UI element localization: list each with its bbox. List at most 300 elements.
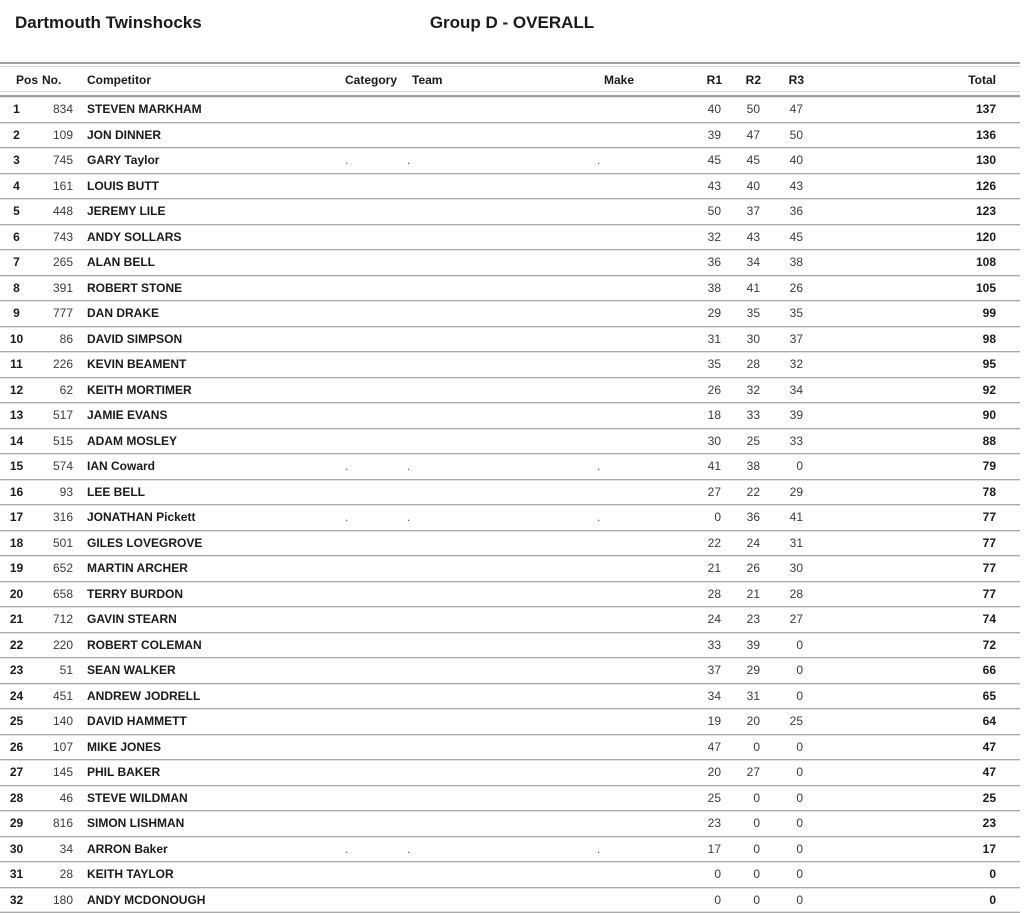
cell-r2: 21 — [723, 581, 762, 607]
cell-total: 0 — [805, 862, 1020, 888]
cell-r2: 31 — [723, 683, 762, 709]
table-row — [0, 173, 1020, 199]
cell-r3: 0 — [762, 760, 805, 786]
cell-r2: 24 — [723, 530, 762, 556]
cell-r1: 26 — [650, 377, 723, 403]
table-row — [0, 607, 1020, 633]
cell-team — [400, 811, 588, 837]
cell-no: 517 — [38, 403, 74, 429]
cell-r2: 35 — [723, 301, 762, 327]
cell-r1: 50 — [650, 199, 723, 225]
cell-team — [400, 887, 588, 913]
cell-r2: 25 — [723, 428, 762, 454]
cell-total: 64 — [805, 709, 1020, 735]
cell-competitor: LOUIS BUTT — [74, 173, 340, 199]
cell-total: 25 — [805, 785, 1020, 811]
cell-r3: 43 — [762, 173, 805, 199]
cell-no: 777 — [38, 301, 74, 327]
cell-r2: 0 — [723, 836, 762, 862]
cell-no: 109 — [38, 122, 74, 148]
cell-competitor: KEITH TAYLOR — [74, 862, 340, 888]
cell-r2: 30 — [723, 326, 762, 352]
cell-r1: 27 — [650, 479, 723, 505]
cell-category — [340, 862, 400, 888]
cell-no: 712 — [38, 607, 74, 633]
cell-r1: 34 — [650, 683, 723, 709]
cell-category — [340, 556, 400, 582]
cell-pos: 21 — [0, 607, 38, 633]
results-table-body — [0, 96, 1020, 913]
cell-pos: 12 — [0, 377, 38, 403]
cell-category — [340, 607, 400, 633]
cell-r2: 32 — [723, 377, 762, 403]
table-row — [0, 428, 1020, 454]
cell-make — [588, 862, 650, 888]
cell-r1: 28 — [650, 581, 723, 607]
cell-competitor: ARRON Baker — [74, 836, 340, 862]
table-row — [0, 96, 1020, 122]
cell-competitor: LEE BELL — [74, 479, 340, 505]
cell-pos: 13 — [0, 403, 38, 429]
cell-r3: 28 — [762, 581, 805, 607]
cell-r3: 47 — [762, 96, 805, 122]
table-row — [0, 403, 1020, 429]
cell-category — [340, 530, 400, 556]
cell-total: 88 — [805, 428, 1020, 454]
cell-pos: 15 — [0, 454, 38, 480]
cell-r1: 24 — [650, 607, 723, 633]
cell-r1: 25 — [650, 785, 723, 811]
cell-team — [400, 632, 588, 658]
table-row — [0, 454, 1020, 480]
cell-r1: 31 — [650, 326, 723, 352]
cell-pos: 28 — [0, 785, 38, 811]
cell-r2: 20 — [723, 709, 762, 735]
col-header-make: Make — [588, 63, 650, 96]
cell-r3: 0 — [762, 454, 805, 480]
cell-pos: 9 — [0, 301, 38, 327]
col-header-team: Team — [400, 63, 588, 96]
cell-pos: 27 — [0, 760, 38, 786]
cell-category — [340, 734, 400, 760]
cell-r1: 0 — [650, 887, 723, 913]
table-row — [0, 326, 1020, 352]
cell-no: 574 — [38, 454, 74, 480]
table-row — [0, 224, 1020, 250]
table-row — [0, 709, 1020, 735]
cell-make — [588, 683, 650, 709]
cell-competitor: JAMIE EVANS — [74, 403, 340, 429]
cell-r1: 38 — [650, 275, 723, 301]
table-row — [0, 556, 1020, 582]
cell-no: 226 — [38, 352, 74, 378]
cell-team — [400, 683, 588, 709]
cell-r1: 21 — [650, 556, 723, 582]
cell-r3: 45 — [762, 224, 805, 250]
cell-no: 448 — [38, 199, 74, 225]
table-row — [0, 887, 1020, 913]
table-row — [0, 658, 1020, 684]
cell-r1: 41 — [650, 454, 723, 480]
cell-r3: 32 — [762, 352, 805, 378]
cell-category: . — [340, 454, 400, 480]
cell-pos: 6 — [0, 224, 38, 250]
cell-total: 105 — [805, 275, 1020, 301]
cell-competitor: STEVE WILDMAN — [74, 785, 340, 811]
cell-no: 34 — [38, 836, 74, 862]
event-title: Dartmouth Twinshocks — [15, 13, 202, 32]
cell-no: 745 — [38, 148, 74, 174]
cell-total: 137 — [805, 96, 1020, 122]
cell-no: 220 — [38, 632, 74, 658]
cell-r1: 17 — [650, 836, 723, 862]
cell-r1: 29 — [650, 301, 723, 327]
cell-category — [340, 403, 400, 429]
cell-r1: 35 — [650, 352, 723, 378]
cell-r1: 45 — [650, 148, 723, 174]
cell-total: 92 — [805, 377, 1020, 403]
cell-team — [400, 428, 588, 454]
cell-no: 46 — [38, 785, 74, 811]
cell-r3: 0 — [762, 683, 805, 709]
cell-r2: 0 — [723, 862, 762, 888]
cell-make — [588, 377, 650, 403]
table-row — [0, 785, 1020, 811]
cell-no: 51 — [38, 658, 74, 684]
cell-category — [340, 479, 400, 505]
cell-no: 86 — [38, 326, 74, 352]
cell-r3: 35 — [762, 301, 805, 327]
cell-r3: 39 — [762, 403, 805, 429]
table-row — [0, 760, 1020, 786]
cell-competitor: DAVID HAMMETT — [74, 709, 340, 735]
results-table — [0, 62, 1020, 913]
cell-r1: 0 — [650, 862, 723, 888]
table-row — [0, 734, 1020, 760]
cell-r1: 22 — [650, 530, 723, 556]
cell-make: . — [588, 148, 650, 174]
cell-total: 66 — [805, 658, 1020, 684]
cell-category: . — [340, 505, 400, 531]
cell-r1: 20 — [650, 760, 723, 786]
cell-make — [588, 352, 650, 378]
cell-r3: 0 — [762, 862, 805, 888]
cell-r1: 43 — [650, 173, 723, 199]
cell-make — [588, 275, 650, 301]
page-header — [0, 0, 1024, 62]
group-title: Group D - OVERALL — [429, 13, 595, 32]
cell-category — [340, 301, 400, 327]
cell-r1: 0 — [650, 505, 723, 531]
cell-category — [340, 709, 400, 735]
cell-competitor: STEVEN MARKHAM — [74, 96, 340, 122]
cell-team — [400, 479, 588, 505]
table-row — [0, 581, 1020, 607]
cell-r2: 38 — [723, 454, 762, 480]
cell-competitor: SEAN WALKER — [74, 658, 340, 684]
table-row — [0, 148, 1020, 174]
cell-r3: 30 — [762, 556, 805, 582]
cell-total: 78 — [805, 479, 1020, 505]
table-row — [0, 530, 1020, 556]
cell-category — [340, 96, 400, 122]
cell-competitor: MIKE JONES — [74, 734, 340, 760]
cell-r3: 29 — [762, 479, 805, 505]
cell-pos: 20 — [0, 581, 38, 607]
cell-team — [400, 173, 588, 199]
cell-no: 391 — [38, 275, 74, 301]
cell-team — [400, 326, 588, 352]
results-table-header — [0, 63, 1020, 96]
cell-category — [340, 275, 400, 301]
cell-total: 98 — [805, 326, 1020, 352]
cell-no: 265 — [38, 250, 74, 276]
table-row — [0, 632, 1020, 658]
cell-pos: 16 — [0, 479, 38, 505]
cell-r3: 27 — [762, 607, 805, 633]
cell-total: 77 — [805, 505, 1020, 531]
cell-competitor: DAVID SIMPSON — [74, 326, 340, 352]
cell-r3: 38 — [762, 250, 805, 276]
cell-no: 652 — [38, 556, 74, 582]
cell-pos: 24 — [0, 683, 38, 709]
cell-team — [400, 760, 588, 786]
col-header-r1: R1 — [650, 63, 723, 96]
table-row — [0, 250, 1020, 276]
cell-total: 47 — [805, 760, 1020, 786]
cell-competitor: GILES LOVEGROVE — [74, 530, 340, 556]
cell-category — [340, 199, 400, 225]
cell-team — [400, 275, 588, 301]
cell-make: . — [588, 454, 650, 480]
cell-r2: 43 — [723, 224, 762, 250]
cell-no: 161 — [38, 173, 74, 199]
col-header-total: Total — [805, 63, 1020, 96]
cell-make — [588, 734, 650, 760]
cell-r1: 30 — [650, 428, 723, 454]
cell-make — [588, 785, 650, 811]
cell-category — [340, 352, 400, 378]
cell-competitor: TERRY BURDON — [74, 581, 340, 607]
col-header-r2: R2 — [723, 63, 762, 96]
cell-make — [588, 301, 650, 327]
cell-make — [588, 403, 650, 429]
cell-no: 515 — [38, 428, 74, 454]
cell-category — [340, 785, 400, 811]
cell-r2: 41 — [723, 275, 762, 301]
cell-pos: 18 — [0, 530, 38, 556]
cell-total: 74 — [805, 607, 1020, 633]
cell-r1: 47 — [650, 734, 723, 760]
cell-r2: 37 — [723, 199, 762, 225]
cell-pos: 29 — [0, 811, 38, 837]
cell-no: 28 — [38, 862, 74, 888]
cell-team — [400, 734, 588, 760]
cell-make — [588, 326, 650, 352]
cell-pos: 14 — [0, 428, 38, 454]
cell-team — [400, 377, 588, 403]
cell-competitor: DAN DRAKE — [74, 301, 340, 327]
cell-r1: 18 — [650, 403, 723, 429]
header-row — [0, 63, 1020, 96]
cell-category — [340, 683, 400, 709]
cell-make — [588, 250, 650, 276]
cell-competitor: PHIL BAKER — [74, 760, 340, 786]
cell-no: 743 — [38, 224, 74, 250]
cell-competitor: GARY Taylor — [74, 148, 340, 174]
cell-total: 126 — [805, 173, 1020, 199]
cell-r2: 40 — [723, 173, 762, 199]
cell-team — [400, 862, 588, 888]
cell-total: 0 — [805, 887, 1020, 913]
cell-r3: 0 — [762, 785, 805, 811]
cell-total: 136 — [805, 122, 1020, 148]
cell-total: 23 — [805, 811, 1020, 837]
cell-category — [340, 122, 400, 148]
cell-pos: 10 — [0, 326, 38, 352]
cell-total: 47 — [805, 734, 1020, 760]
table-row — [0, 352, 1020, 378]
cell-make — [588, 96, 650, 122]
cell-team — [400, 658, 588, 684]
cell-category: . — [340, 148, 400, 174]
cell-no: 180 — [38, 887, 74, 913]
col-header-pos: Pos — [0, 63, 38, 96]
cell-no: 316 — [38, 505, 74, 531]
cell-make — [588, 479, 650, 505]
cell-team — [400, 530, 588, 556]
cell-no: 62 — [38, 377, 74, 403]
table-row — [0, 479, 1020, 505]
cell-pos: 5 — [0, 199, 38, 225]
cell-r3: 31 — [762, 530, 805, 556]
cell-r1: 36 — [650, 250, 723, 276]
table-row — [0, 811, 1020, 837]
col-header-no: No. — [38, 63, 74, 96]
cell-competitor: ADAM MOSLEY — [74, 428, 340, 454]
cell-total: 77 — [805, 581, 1020, 607]
table-row — [0, 275, 1020, 301]
cell-total: 72 — [805, 632, 1020, 658]
cell-r3: 0 — [762, 887, 805, 913]
cell-r2: 36 — [723, 505, 762, 531]
cell-total: 17 — [805, 836, 1020, 862]
cell-r2: 34 — [723, 250, 762, 276]
cell-r2: 26 — [723, 556, 762, 582]
cell-total: 77 — [805, 556, 1020, 582]
cell-r2: 0 — [723, 887, 762, 913]
cell-r1: 40 — [650, 96, 723, 122]
cell-team — [400, 224, 588, 250]
table-row — [0, 199, 1020, 225]
table-row — [0, 836, 1020, 862]
cell-no: 658 — [38, 581, 74, 607]
cell-competitor: ANDREW JODRELL — [74, 683, 340, 709]
cell-competitor: ROBERT COLEMAN — [74, 632, 340, 658]
cell-pos: 23 — [0, 658, 38, 684]
cell-r3: 34 — [762, 377, 805, 403]
cell-category — [340, 760, 400, 786]
cell-r2: 0 — [723, 811, 762, 837]
cell-category — [340, 173, 400, 199]
cell-team — [400, 122, 588, 148]
cell-category: . — [340, 836, 400, 862]
cell-r1: 33 — [650, 632, 723, 658]
cell-r1: 37 — [650, 658, 723, 684]
cell-make — [588, 607, 650, 633]
cell-r2: 29 — [723, 658, 762, 684]
cell-r2: 22 — [723, 479, 762, 505]
cell-pos: 1 — [0, 96, 38, 122]
table-row — [0, 505, 1020, 531]
cell-pos: 7 — [0, 250, 38, 276]
cell-total: 120 — [805, 224, 1020, 250]
cell-make — [588, 632, 650, 658]
cell-total: 130 — [805, 148, 1020, 174]
cell-category — [340, 224, 400, 250]
cell-make — [588, 122, 650, 148]
cell-category — [340, 632, 400, 658]
cell-pos: 25 — [0, 709, 38, 735]
cell-competitor: JON DINNER — [74, 122, 340, 148]
cell-no: 93 — [38, 479, 74, 505]
cell-r3: 40 — [762, 148, 805, 174]
cell-r1: 19 — [650, 709, 723, 735]
cell-no: 140 — [38, 709, 74, 735]
cell-r2: 47 — [723, 122, 762, 148]
table-row — [0, 683, 1020, 709]
cell-r3: 26 — [762, 275, 805, 301]
table-row — [0, 301, 1020, 327]
cell-pos: 31 — [0, 862, 38, 888]
cell-category — [340, 250, 400, 276]
cell-team — [400, 607, 588, 633]
cell-make — [588, 556, 650, 582]
cell-r3: 0 — [762, 836, 805, 862]
cell-r2: 28 — [723, 352, 762, 378]
cell-total: 77 — [805, 530, 1020, 556]
cell-r3: 33 — [762, 428, 805, 454]
cell-category — [340, 377, 400, 403]
cell-competitor: SIMON LISHMAN — [74, 811, 340, 837]
cell-r2: 39 — [723, 632, 762, 658]
cell-make — [588, 811, 650, 837]
cell-r2: 27 — [723, 760, 762, 786]
cell-competitor: ANDY SOLLARS — [74, 224, 340, 250]
cell-competitor: ROBERT STONE — [74, 275, 340, 301]
col-header-competitor: Competitor — [74, 63, 340, 96]
cell-r3: 37 — [762, 326, 805, 352]
cell-pos: 19 — [0, 556, 38, 582]
cell-make — [588, 709, 650, 735]
cell-team: . — [400, 836, 588, 862]
cell-category — [340, 658, 400, 684]
cell-r3: 0 — [762, 632, 805, 658]
cell-no: 816 — [38, 811, 74, 837]
cell-total: 95 — [805, 352, 1020, 378]
cell-category — [340, 887, 400, 913]
cell-r3: 50 — [762, 122, 805, 148]
cell-r2: 50 — [723, 96, 762, 122]
cell-make — [588, 199, 650, 225]
cell-pos: 30 — [0, 836, 38, 862]
cell-competitor: GAVIN STEARN — [74, 607, 340, 633]
cell-pos: 4 — [0, 173, 38, 199]
cell-team — [400, 556, 588, 582]
cell-r2: 0 — [723, 785, 762, 811]
cell-competitor: ALAN BELL — [74, 250, 340, 276]
cell-pos: 22 — [0, 632, 38, 658]
